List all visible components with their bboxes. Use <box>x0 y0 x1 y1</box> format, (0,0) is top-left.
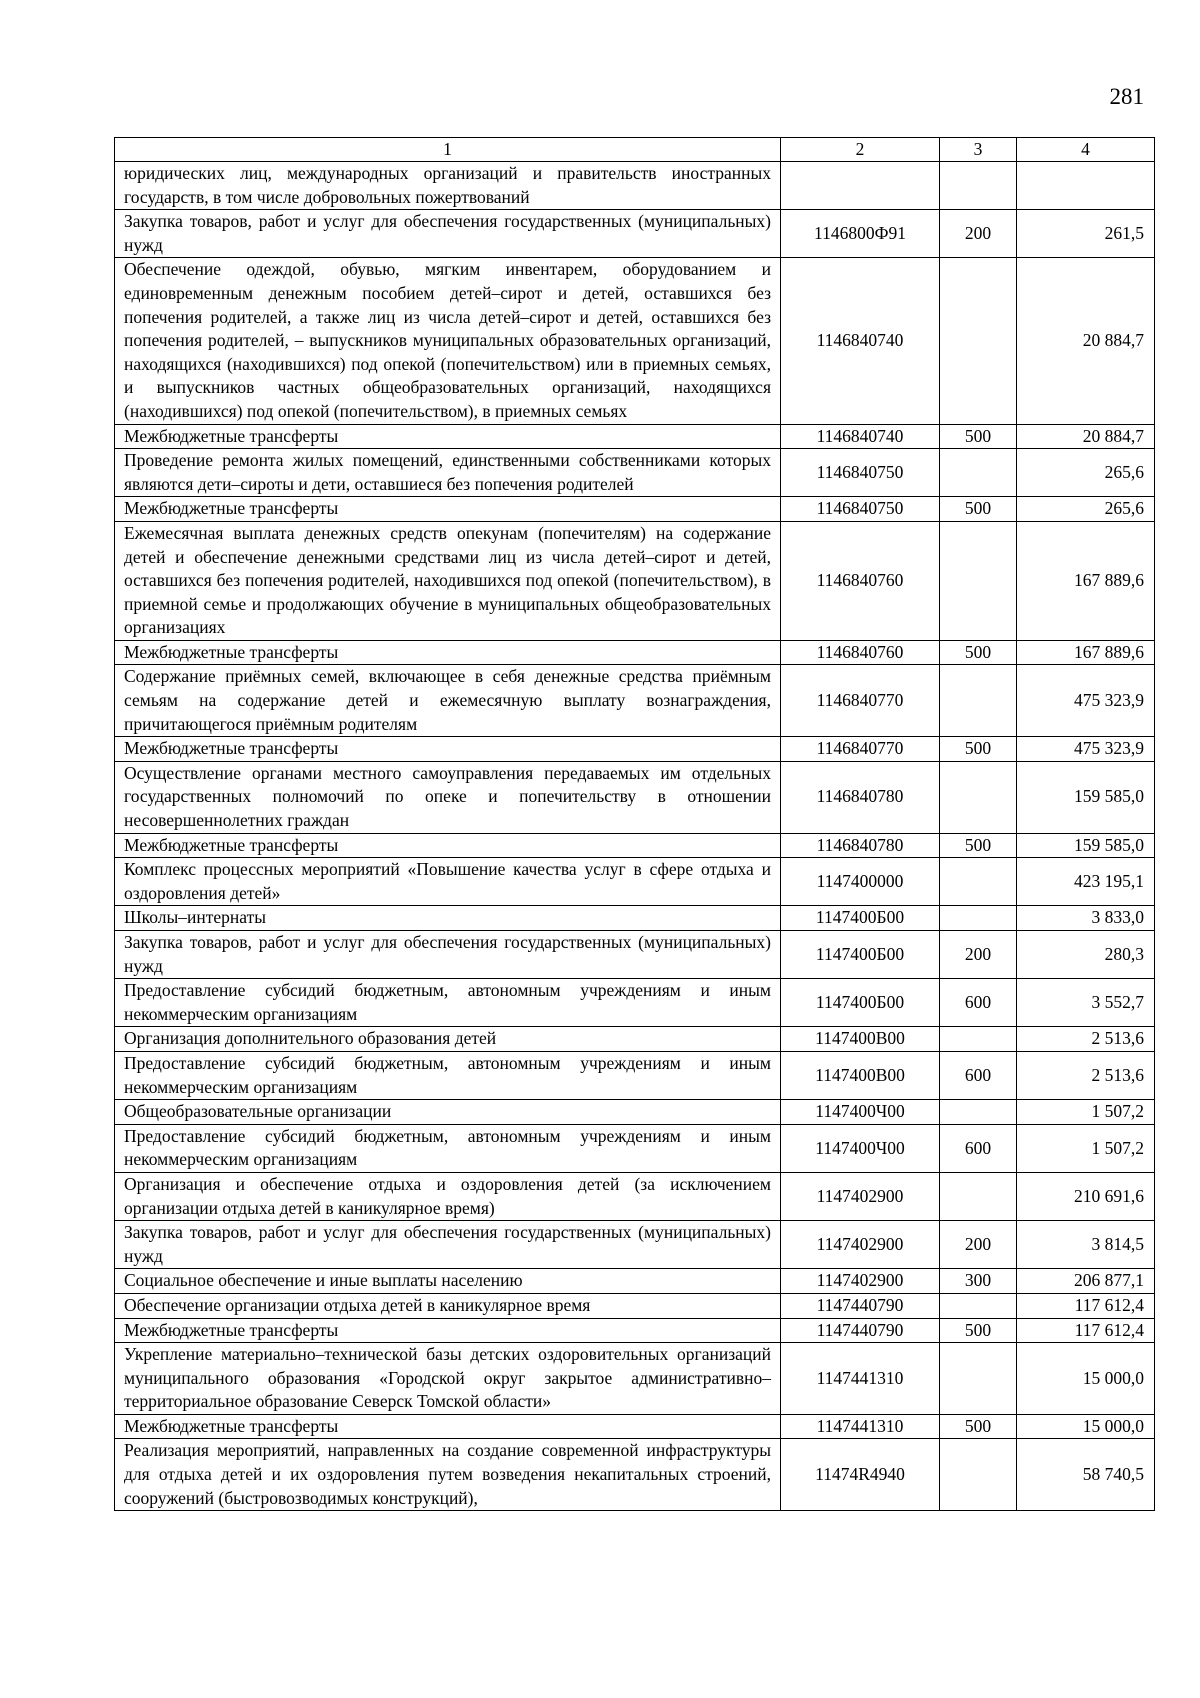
table-row <box>115 906 1155 931</box>
row-sum-cell: 3 814,5 <box>1017 1221 1155 1269</box>
table-row <box>115 1439 1155 1511</box>
row-type-cell <box>940 761 1017 833</box>
row-code-cell <box>781 162 940 210</box>
table-row <box>115 737 1155 762</box>
row-code-cell: 1146840770 <box>781 665 940 737</box>
row-type-cell: 500 <box>940 640 1017 665</box>
row-name-cell: Общеобразовательные организации <box>115 1100 781 1125</box>
row-code-cell: 1146840750 <box>781 449 940 497</box>
row-type-cell <box>940 1343 1017 1415</box>
row-code-cell: 1147402900 <box>781 1221 940 1269</box>
row-sum-cell: 280,3 <box>1017 931 1155 979</box>
row-name-cell: Межбюджетные трансферты <box>115 737 781 762</box>
table-row <box>115 1293 1155 1318</box>
row-name-cell: Межбюджетные трансферты <box>115 833 781 858</box>
row-code-cell: 1147400Ч00 <box>781 1100 940 1125</box>
row-name-cell: Предоставление субсидий бюджетным, автономным учреждениям и иным некоммерческим организациям <box>115 979 781 1027</box>
row-sum-cell: 167 889,6 <box>1017 640 1155 665</box>
row-code-cell: 1147400Ч00 <box>781 1124 940 1172</box>
row-type-cell: 500 <box>940 833 1017 858</box>
row-code-cell: 1147400000 <box>781 858 940 906</box>
row-type-cell <box>940 1439 1017 1511</box>
row-code-cell: 1146840740 <box>781 424 940 449</box>
row-name-cell: Комплекс процессных мероприятий «Повышение качества услуг в сфере отдыха и оздоровления детей» <box>115 858 781 906</box>
table-row <box>115 858 1155 906</box>
row-name-cell: Межбюджетные трансферты <box>115 1414 781 1439</box>
row-type-cell <box>940 858 1017 906</box>
row-name-cell: юридических лиц, международных организаций и правительств иностранных государств, в том числе добровольных пожертвований <box>115 162 781 210</box>
row-sum-cell: 206 877,1 <box>1017 1269 1155 1294</box>
row-type-cell: 200 <box>940 931 1017 979</box>
table-row <box>115 665 1155 737</box>
row-name-cell: Организация и обеспечение отдыха и оздоровления детей (за исключением организации отдыха детей в каникулярное время) <box>115 1172 781 1220</box>
row-sum-cell: 15 000,0 <box>1017 1343 1155 1415</box>
row-type-cell <box>940 906 1017 931</box>
row-type-cell: 500 <box>940 1318 1017 1343</box>
table-row <box>115 1051 1155 1099</box>
row-type-cell: 300 <box>940 1269 1017 1294</box>
budget-table <box>114 137 1155 1511</box>
table-row <box>115 449 1155 497</box>
row-name-cell: Укрепление материально–технической базы детских оздоровительных организаций муниципального образования «Городской округ закрытое административно–территориальное образование Северск Томской области» <box>115 1343 781 1415</box>
row-name-cell: Межбюджетные трансферты <box>115 497 781 522</box>
row-sum-cell: 3 552,7 <box>1017 979 1155 1027</box>
row-code-cell: 1146840750 <box>781 497 940 522</box>
row-type-cell: 600 <box>940 1124 1017 1172</box>
row-code-cell: 1147441310 <box>781 1343 940 1415</box>
row-type-cell <box>940 258 1017 424</box>
table-row <box>115 258 1155 424</box>
row-type-cell <box>940 162 1017 210</box>
row-name-cell: Межбюджетные трансферты <box>115 1318 781 1343</box>
row-type-cell: 500 <box>940 424 1017 449</box>
row-name-cell: Предоставление субсидий бюджетным, автономным учреждениям и иным некоммерческим организациям <box>115 1051 781 1099</box>
row-sum-cell: 15 000,0 <box>1017 1414 1155 1439</box>
row-sum-cell: 475 323,9 <box>1017 665 1155 737</box>
row-name-cell: Закупка товаров, работ и услуг для обеспечения государственных (муниципальных) нужд <box>115 210 781 258</box>
table-row <box>115 521 1155 640</box>
row-sum-cell: 117 612,4 <box>1017 1293 1155 1318</box>
row-sum-cell: 159 585,0 <box>1017 833 1155 858</box>
row-type-cell: 600 <box>940 979 1017 1027</box>
row-type-cell <box>940 665 1017 737</box>
row-type-cell: 600 <box>940 1051 1017 1099</box>
row-name-cell: Закупка товаров, работ и услуг для обеспечения государственных (муниципальных) нужд <box>115 1221 781 1269</box>
row-type-cell: 200 <box>940 1221 1017 1269</box>
table-row <box>115 1269 1155 1294</box>
row-sum-cell: 117 612,4 <box>1017 1318 1155 1343</box>
row-name-cell: Предоставление субсидий бюджетным, автономным учреждениям и иным некоммерческим организациям <box>115 1124 781 1172</box>
table-row <box>115 497 1155 522</box>
row-sum-cell: 20 884,7 <box>1017 258 1155 424</box>
row-sum-cell: 1 507,2 <box>1017 1124 1155 1172</box>
table-body <box>115 162 1155 1511</box>
table-row <box>115 1414 1155 1439</box>
page-number: 281 <box>1109 84 1144 109</box>
row-name-cell: Проведение ремонта жилых помещений, единственными собственниками которых являются дети–сироты и дети, оставшиеся без попечения родителей <box>115 449 781 497</box>
row-code-cell: 1147440790 <box>781 1293 940 1318</box>
table-row <box>115 1318 1155 1343</box>
row-code-cell: 11474R4940 <box>781 1439 940 1511</box>
row-code-cell: 1146840760 <box>781 521 940 640</box>
row-name-cell: Обеспечение организации отдыха детей в каникулярное время <box>115 1293 781 1318</box>
row-code-cell: 1147400Б00 <box>781 906 940 931</box>
row-name-cell: Школы–интернаты <box>115 906 781 931</box>
row-sum-cell: 58 740,5 <box>1017 1439 1155 1511</box>
row-type-cell: 200 <box>940 210 1017 258</box>
row-sum-cell: 475 323,9 <box>1017 737 1155 762</box>
row-sum-cell: 261,5 <box>1017 210 1155 258</box>
table-row <box>115 833 1155 858</box>
table-row <box>115 931 1155 979</box>
row-code-cell: 1147440790 <box>781 1318 940 1343</box>
row-type-cell <box>940 1293 1017 1318</box>
row-name-cell: Содержание приёмных семей, включающее в себя денежные средства приёмным семьям на содержание детей и ежемесячную выплату вознаграждения, причитающегося приёмным родителям <box>115 665 781 737</box>
row-type-cell <box>940 521 1017 640</box>
row-sum-cell: 167 889,6 <box>1017 521 1155 640</box>
header-col-4: 4 <box>1017 138 1155 162</box>
header-col-2: 2 <box>781 138 940 162</box>
table-row <box>115 210 1155 258</box>
table-row <box>115 424 1155 449</box>
row-code-cell: 1147400В00 <box>781 1027 940 1052</box>
table-row <box>115 1221 1155 1269</box>
table-row <box>115 979 1155 1027</box>
row-name-cell: Осуществление органами местного самоуправления передаваемых им отдельных государственных полномочий по опеке и попечительству в отношении несовершеннолетних граждан <box>115 761 781 833</box>
row-code-cell: 1147441310 <box>781 1414 940 1439</box>
row-sum-cell: 265,6 <box>1017 497 1155 522</box>
row-name-cell: Обеспечение одеждой, обувью, мягким инвентарем, оборудованием и единовременным денежным пособием детей–сирот и детей, оставшихся без попечения родителей, а также лиц из числа детей–сирот и детей, оставшихся без попечения родителей, – выпускников муниципальных образовательных организаций, находящихся (находившихся) под опекой (попечительством) или в приемных семьях, и выпускников частных общеобразовательных организаций, находящихся (находившихся) под опекой (попечительством), в приемных семьях <box>115 258 781 424</box>
row-sum-cell: 1 507,2 <box>1017 1100 1155 1125</box>
row-name-cell: Ежемесячная выплата денежных средств опекунам (попечителям) на содержание детей и обеспечение денежными средствами лиц из числа детей–сирот и детей, оставшихся без попечения родителей, находившихся под опекой (попечительством), в приемной семье и продолжающих обучение в муниципальных общеобразовательных организациях <box>115 521 781 640</box>
table-row <box>115 761 1155 833</box>
row-sum-cell: 265,6 <box>1017 449 1155 497</box>
row-code-cell: 1146840760 <box>781 640 940 665</box>
row-type-cell: 500 <box>940 1414 1017 1439</box>
row-code-cell: 1147400В00 <box>781 1051 940 1099</box>
row-code-cell: 1147400Б00 <box>781 931 940 979</box>
header-col-1: 1 <box>115 138 781 162</box>
row-name-cell: Реализация мероприятий, направленных на создание современной инфраструктуры для отдыха детей и их оздоровления путем возведения некапитальных строений, сооружений (быстровозводимых конструкций), <box>115 1439 781 1511</box>
row-code-cell: 1147400Б00 <box>781 979 940 1027</box>
row-code-cell: 1146840780 <box>781 761 940 833</box>
table-row <box>115 1343 1155 1415</box>
row-type-cell: 500 <box>940 497 1017 522</box>
row-code-cell: 1146840770 <box>781 737 940 762</box>
row-type-cell: 500 <box>940 737 1017 762</box>
row-name-cell: Организация дополнительного образования детей <box>115 1027 781 1052</box>
row-name-cell: Межбюджетные трансферты <box>115 640 781 665</box>
row-sum-cell: 2 513,6 <box>1017 1027 1155 1052</box>
row-code-cell: 1147402900 <box>781 1172 940 1220</box>
row-type-cell <box>940 1100 1017 1125</box>
row-type-cell <box>940 449 1017 497</box>
row-name-cell: Межбюджетные трансферты <box>115 424 781 449</box>
table-row <box>115 1100 1155 1125</box>
row-code-cell: 1146840740 <box>781 258 940 424</box>
row-sum-cell: 3 833,0 <box>1017 906 1155 931</box>
row-sum-cell: 2 513,6 <box>1017 1051 1155 1099</box>
row-code-cell: 1146800Ф91 <box>781 210 940 258</box>
row-code-cell: 1147402900 <box>781 1269 940 1294</box>
row-sum-cell: 20 884,7 <box>1017 424 1155 449</box>
row-type-cell <box>940 1027 1017 1052</box>
header-row <box>115 138 1155 162</box>
row-name-cell: Закупка товаров, работ и услуг для обеспечения государственных (муниципальных) нужд <box>115 931 781 979</box>
table-row <box>115 1172 1155 1220</box>
row-type-cell <box>940 1172 1017 1220</box>
table-row <box>115 1124 1155 1172</box>
row-sum-cell <box>1017 162 1155 210</box>
header-col-3: 3 <box>940 138 1017 162</box>
table-row <box>115 640 1155 665</box>
table-row <box>115 162 1155 210</box>
table-row <box>115 1027 1155 1052</box>
row-sum-cell: 423 195,1 <box>1017 858 1155 906</box>
row-name-cell: Социальное обеспечение и иные выплаты населению <box>115 1269 781 1294</box>
row-code-cell: 1146840780 <box>781 833 940 858</box>
row-sum-cell: 159 585,0 <box>1017 761 1155 833</box>
row-sum-cell: 210 691,6 <box>1017 1172 1155 1220</box>
